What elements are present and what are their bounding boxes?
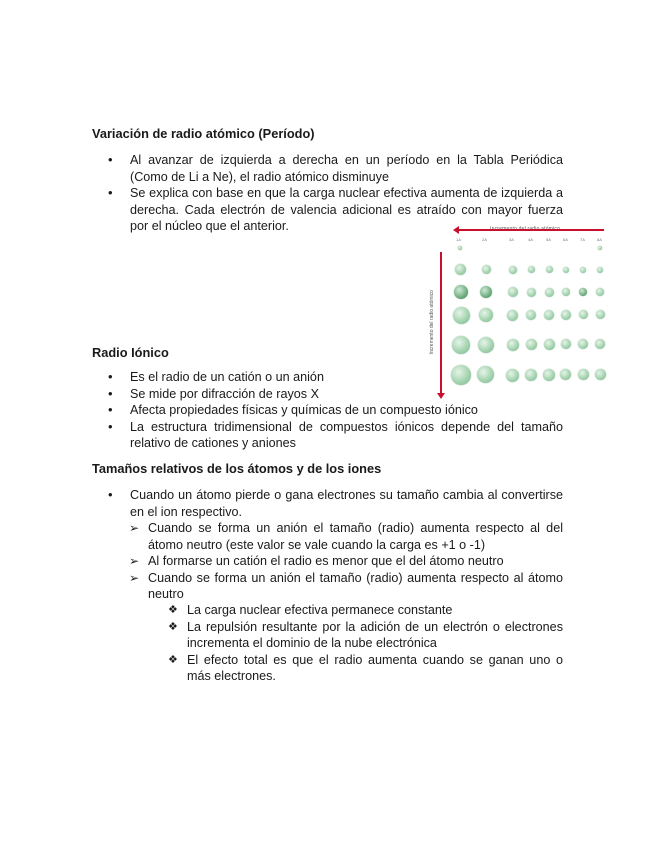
atom-sphere xyxy=(563,267,569,273)
group-label: 8A xyxy=(597,237,602,242)
atom-sphere xyxy=(595,339,605,349)
atom-sphere xyxy=(561,339,571,349)
atom-sphere xyxy=(526,339,537,350)
anion-effects-list xyxy=(187,602,563,685)
relative-sizes-list xyxy=(130,487,563,520)
list-item: ❖ La carga nuclear efectiva permanece constante xyxy=(187,602,563,619)
group-label: 6A xyxy=(563,237,568,242)
atom-sphere xyxy=(479,308,493,322)
list-item: • Se explica con base en que la carga nuclear efectiva aumenta de izquierda a derecha. Cada electrón de valencia adicional es atraído con mayor fuerza por el núcleo que el anterior. xyxy=(130,185,563,235)
atomic-radius-figure xyxy=(428,218,610,394)
atom-sphere xyxy=(528,266,535,273)
atom-sphere xyxy=(458,246,462,250)
figure-vertical-label: Incremento del radio atómico xyxy=(428,290,435,355)
group-label: 3A xyxy=(509,237,514,242)
atom-sphere xyxy=(544,310,554,320)
ionic-radius-list xyxy=(130,369,563,452)
list-item: • Cuando un átomo pierde o gana electrones su tamaño cambia al convertirse en el ion respectivo. xyxy=(130,487,563,520)
atom-sphere xyxy=(544,339,555,350)
atom-sphere xyxy=(508,287,518,297)
atom-sphere xyxy=(480,286,492,298)
list-item: ❖ La repulsión resultante por la adición de un electrón o electrones incrementa el dominio de la nube electrónica xyxy=(187,619,563,652)
atom-sphere xyxy=(507,310,518,321)
atom-sphere xyxy=(596,288,604,296)
atom-sphere xyxy=(580,267,586,273)
atom-sphere xyxy=(526,310,536,320)
group-label: 4A xyxy=(528,237,533,242)
list-item: • Afecta propiedades físicas y químicas de un compuesto iónico xyxy=(130,402,563,419)
atom-sphere xyxy=(579,310,588,319)
group-label: 1A xyxy=(456,237,461,242)
atom-sphere xyxy=(578,369,589,380)
list-item: ➢ Cuando se forma un anión el tamaño (radio) aumenta respecto al átomo neutro xyxy=(148,570,563,603)
atom-sphere xyxy=(509,266,517,274)
section-heading-atomic-radius: Variación de radio atómico (Período) xyxy=(92,126,315,141)
atom-sphere xyxy=(598,246,602,250)
atom-sphere xyxy=(561,310,571,320)
atom-sphere xyxy=(595,369,606,380)
atom-sphere xyxy=(596,310,605,319)
atom-sphere xyxy=(482,265,491,274)
atom-sphere xyxy=(562,288,570,296)
list-item: ❖ El efecto total es que el radio aumenta cuando se ganan uno o más electrones. xyxy=(187,652,563,685)
atom-sphere xyxy=(527,288,536,297)
atom-sphere xyxy=(579,288,587,296)
atom-sphere xyxy=(455,264,466,275)
atom-sphere xyxy=(545,288,554,297)
group-label: 7A xyxy=(580,237,585,242)
list-item: ➢ Al formarse un catión el radio es menor que el del átomo neutro xyxy=(148,553,563,570)
ion-size-rules-list xyxy=(148,520,563,603)
section-heading-ionic-radius: Radio Iónico xyxy=(92,345,169,360)
list-item: • Es el radio de un catión o un anión xyxy=(130,369,563,386)
list-item: • Se mide por difracción de rayos X xyxy=(130,386,563,403)
atom-sphere xyxy=(452,336,470,354)
list-item: • Al avanzar de izquierda a derecha en un período en la Tabla Periódica (Como de Li a Ne), el radio atómico disminuye xyxy=(130,152,563,185)
atom-sphere xyxy=(478,337,494,353)
atom-sphere xyxy=(507,339,519,351)
group-label: 2A xyxy=(482,237,487,242)
list-item: • La estructura tridimensional de compuestos iónicos depende del tamaño relativo de cationes y aniones xyxy=(130,419,563,452)
atom-sphere xyxy=(578,339,588,349)
group-label: 5A xyxy=(546,237,551,242)
atom-sphere xyxy=(546,266,553,273)
atom-sphere xyxy=(597,267,603,273)
horizontal-arrow-icon xyxy=(458,229,604,231)
atom-sphere xyxy=(454,285,468,299)
section-heading-relative-sizes: Tamaños relativos de los átomos y de los iones xyxy=(92,461,382,476)
list-item: ➢ Cuando se forma un anión el tamaño (radio) aumenta respecto al del átomo neutro (este valor se vale cuando la carga es +1 o -1) xyxy=(148,520,563,553)
atom-sphere xyxy=(453,307,470,324)
